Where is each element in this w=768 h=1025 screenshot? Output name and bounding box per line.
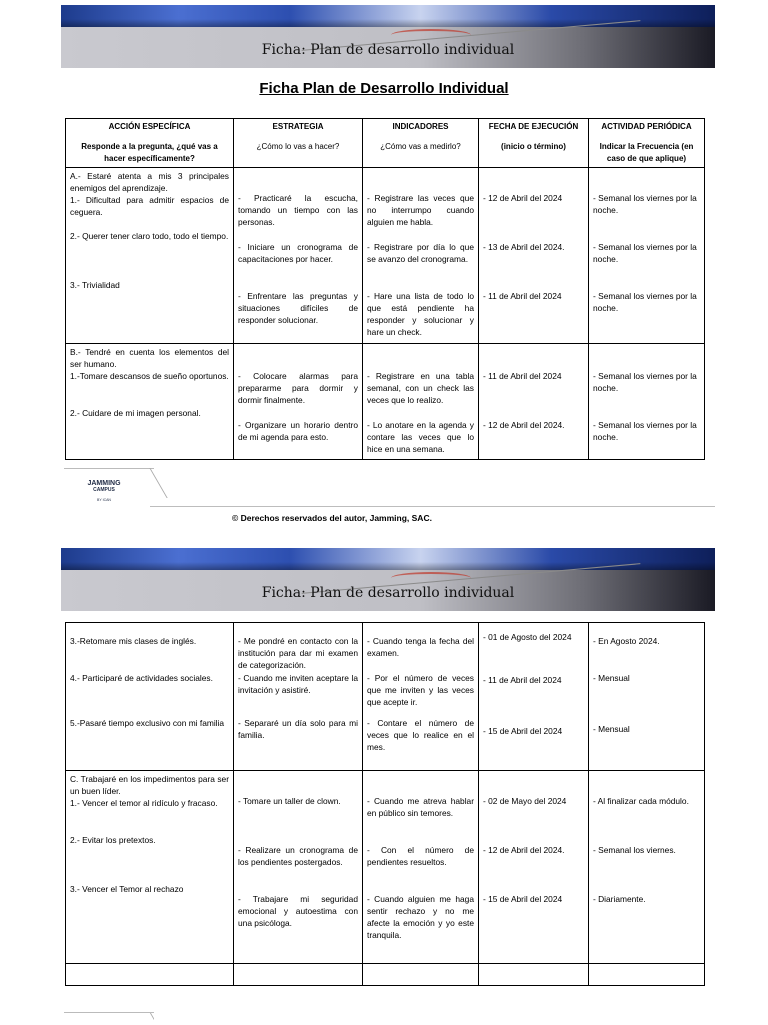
accion-item: 4.- Participaré de actividades sociales.: [70, 673, 213, 683]
indicador-item: - Registrare por día lo que se avanzo del cronograma.: [367, 242, 474, 264]
fecha-item: - 15 de Abril del 2024: [483, 894, 563, 905]
fecha-item: - 11 de Abril del 2024: [483, 675, 562, 685]
accion-item: 5.-Pasaré tiempo exclusivo con mi familia: [70, 718, 225, 728]
actividad-item: - Semanal los viernes por la noche.: [593, 242, 697, 264]
actividad-item: - Semanal los viernes por la noche.: [593, 371, 697, 393]
fecha-item: - 11 de Abril del 2024: [483, 291, 562, 301]
estrategia-item: - Organizare un horario dentro de mi agenda para esto.: [238, 420, 358, 442]
accion-item: 2.- Cuidare de mi imagen personal.: [70, 408, 201, 418]
accion-item: 3.- Trivialidad: [70, 280, 120, 290]
header-fecha: FECHA DE EJECUCIÓN (inicio o término): [479, 119, 589, 168]
indicador-cell: [363, 168, 479, 344]
estrategia-item: - Enfrentare las preguntas y situaciones difíciles de responder solucionar.: [238, 291, 358, 325]
table-header-row: [66, 119, 705, 168]
actividad-item: - Mensual: [593, 673, 630, 683]
banner-photo-strip: [61, 548, 715, 570]
accion-item: 1.- Dificultad para admitir espacios de ceguera.: [70, 195, 229, 217]
accion-item: 3.- Vencer el Temor al rechazo: [70, 884, 184, 895]
estrategia-item: - Colocare alarmas para prepararme para dormir y dormir finalmente.: [238, 371, 358, 405]
fecha-item: - 12 de Abril del 2024: [483, 193, 563, 203]
table-row: [66, 623, 705, 771]
actividad-cell: [589, 168, 705, 344]
page2-header-banner: [61, 548, 715, 611]
fecha-item: - 11 de Abril del 2024: [483, 371, 562, 381]
copyright-notice: © Derechos reservados del autor, Jamming, SAC.: [232, 513, 432, 523]
indicador-item: - Cuando alguien me haga sentir rechazo y no me afecte la emoción y yo este tranquila.: [367, 894, 474, 941]
accion-item: 2.- Evitar los pretextos.: [70, 835, 156, 846]
indicador-item: - Hare una lista de todo lo que está pendiente ha responder y solucionar y hare un check.: [367, 291, 474, 337]
actividad-item: - Semanal los viernes por la noche.: [593, 291, 697, 313]
group-heading: C. Trabajaré en los impedimentos para ser un buen líder.: [70, 774, 229, 797]
empty-cell: [589, 964, 705, 986]
table-row: [66, 344, 705, 460]
indicador-item: - Cuando me atreva hablar en público sin temores.: [367, 796, 474, 819]
actividad-item: - En Agosto 2024.: [593, 636, 660, 646]
fecha-item: - 15 de Abril del 2024: [483, 726, 563, 736]
fecha-cell: [479, 168, 589, 344]
estrategia-cell: [234, 344, 363, 460]
indicador-cell: [363, 344, 479, 460]
plan-table-page2: [65, 622, 705, 986]
banner-photo-strip: [61, 5, 715, 27]
banner-title: Ficha: Plan de desarrollo individual: [261, 585, 515, 601]
fecha-item: - 01 de Agosto del 2024: [483, 632, 572, 642]
accion-cell: [66, 771, 234, 964]
page1-header-banner: [61, 5, 715, 68]
header-accion: ACCIÓN ESPECÍFICA Responde a la pregunta, ¿qué vas a hacer específicamente?: [66, 119, 234, 168]
table-row-empty: [66, 964, 705, 986]
empty-cell: [479, 964, 589, 986]
indicador-item: - Cuando tenga la fecha del examen.: [367, 636, 474, 658]
accion-item: 1.-Tomare descansos de sueño oportunos.: [70, 371, 229, 381]
fecha-cell: [479, 771, 589, 964]
actividad-item: - Diariamente.: [593, 894, 646, 905]
estrategia-item: - Me pondré en contacto con la institución para dar mi examen de categorización.: [238, 636, 358, 670]
document-title: Ficha Plan de Desarrollo Individual: [259, 80, 509, 97]
table-row: [66, 168, 705, 344]
accion-cell: [66, 623, 234, 771]
empty-cell: [363, 964, 479, 986]
jamming-campus-logo: JAMMING CAMPUS BY ICAN: [64, 468, 154, 511]
empty-cell: [66, 964, 234, 986]
indicador-cell: [363, 771, 479, 964]
actividad-item: - Semanal los viernes por la noche.: [593, 193, 697, 215]
estrategia-cell: [234, 623, 363, 771]
estrategia-item: - Iniciare un cronograma de capacitaciones por hacer.: [238, 242, 358, 264]
estrategia-item: - Cuando me inviten aceptare la invitación y asistiré.: [238, 673, 358, 695]
actividad-cell: [589, 623, 705, 771]
indicador-item: - Por el número de veces que me inviten y las veces que acepte ir.: [367, 673, 474, 707]
actividad-item: - Semanal los viernes por la noche.: [593, 420, 697, 442]
indicador-item: - Lo anotare en la agenda y contare las veces que lo hice en una semana.: [367, 420, 474, 454]
banner-swoosh: [391, 572, 471, 584]
fecha-item: - 13 de Abril del 2024.: [483, 242, 565, 252]
estrategia-item: - Separaré un día solo para mi familia.: [238, 718, 358, 740]
estrategia-item: - Tomare un taller de clown.: [238, 796, 341, 807]
header-indicadores: INDICADORES ¿Cómo vas a medirlo?: [363, 119, 479, 168]
indicador-item: - Registrare en una tabla semanal, con un check las veces que lo realizo.: [367, 371, 474, 405]
fecha-item: - 02 de Mayo del 2024: [483, 796, 567, 807]
estrategia-cell: [234, 168, 363, 344]
estrategia-cell: [234, 771, 363, 964]
estrategia-item: - Practicaré la escucha, tomando un tiempo con las personas.: [238, 193, 358, 227]
group-heading: A.- Estaré atenta a mis 3 principales enemigos del aprendizaje.: [70, 171, 229, 193]
indicador-item: - Registrare las veces que no interrumpo cuando alguien me habla.: [367, 193, 474, 227]
accion-item: 2.- Querer tener claro todo, todo el tiempo.: [70, 231, 229, 241]
actividad-cell: [589, 771, 705, 964]
group-heading: B.- Tendré en cuenta los elementos del ser humano.: [70, 347, 229, 369]
estrategia-item: - Trabajare mi seguridad emocional y autoestima con una psicóloga.: [238, 894, 358, 929]
accion-cell: [66, 168, 234, 344]
estrategia-item: - Realizare un cronograma de los pendientes postergados.: [238, 845, 358, 868]
fecha-item: - 12 de Abril del 2024.: [483, 845, 565, 856]
plan-table-page1: [65, 118, 705, 460]
empty-cell: [234, 964, 363, 986]
accion-item: 1.- Vencer el temor al ridículo y fracaso.: [70, 798, 218, 809]
footer-divider: [150, 506, 715, 507]
jamming-campus-logo-partial: [64, 1012, 154, 1025]
banner-title: Ficha: Plan de desarrollo individual: [261, 42, 515, 58]
fecha-item: - 12 de Abril del 2024.: [483, 420, 565, 430]
indicador-item: - Con el número de pendientes resueltos.: [367, 845, 474, 868]
actividad-item: - Semanal los viernes.: [593, 845, 676, 856]
fecha-cell: [479, 344, 589, 460]
indicador-cell: [363, 623, 479, 771]
actividad-cell: [589, 344, 705, 460]
header-estrategia: ESTRATEGIA ¿Cómo lo vas a hacer?: [234, 119, 363, 168]
header-actividad: ACTIVIDAD PERIÓDICA Indicar la Frecuencia (en caso de que aplique): [589, 119, 705, 168]
accion-cell: [66, 344, 234, 460]
banner-swoosh: [391, 29, 471, 41]
indicador-item: - Contare el número de veces que lo realice en el mes.: [367, 718, 474, 752]
actividad-item: - Mensual: [593, 724, 630, 734]
fecha-cell: [479, 623, 589, 771]
actividad-item: - Al finalizar cada módulo.: [593, 796, 689, 807]
table-row: [66, 771, 705, 964]
accion-item: 3.-Retomare mis clases de inglés.: [70, 636, 197, 646]
